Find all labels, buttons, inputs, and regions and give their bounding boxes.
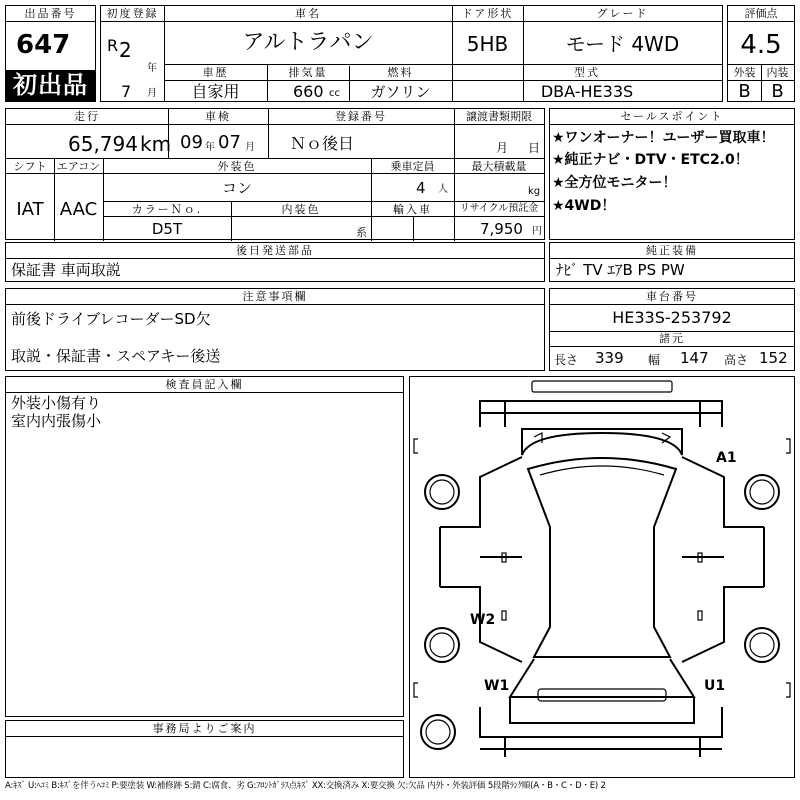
reg-year-unit: 年 — [147, 63, 157, 74]
capacity-label: 乗車定員 — [390, 160, 435, 173]
transfer-month-unit: 月 — [496, 141, 509, 155]
int-score: B — [771, 81, 784, 102]
sales-points-box — [549, 108, 795, 240]
score-label: 評価点 — [728, 6, 794, 22]
main-info-box — [100, 5, 723, 102]
sales-item: ★ワンオーナー！ユーザー買取車！ — [552, 130, 775, 146]
inspection-year-unit: 年 — [205, 142, 215, 153]
ext-score: B — [738, 81, 751, 102]
inspection-year: 09 — [180, 132, 203, 153]
recycle-value: 7,950 — [480, 220, 523, 238]
inspection-month-unit: 月 — [245, 142, 255, 153]
model-value: DBA-HE33S — [540, 82, 634, 101]
ac-value: AAC — [59, 199, 98, 220]
damage-diagram — [409, 376, 795, 778]
mileage-label: 走行 — [74, 110, 100, 123]
model-label: 型式 — [574, 66, 600, 79]
specs-label: 諸元 — [659, 332, 685, 345]
inspector-box — [5, 376, 404, 717]
reg-label: 初度登録 — [101, 6, 164, 22]
fuel-value: ガソリン — [370, 83, 431, 101]
length-label: 長さ — [554, 353, 579, 367]
door-label: ドア形状 — [452, 6, 523, 22]
inspector-line-2: 室内内張傷小 — [11, 412, 102, 430]
mark-u1: U1 — [704, 678, 726, 694]
mark-w2: W2 — [470, 612, 496, 628]
later-parts-value: 保証書 車両取説 — [11, 261, 121, 279]
inspector-line-1: 外装小傷有り — [11, 394, 102, 412]
width-value: 147 — [680, 349, 709, 367]
notes-label: 注意事項欄 — [6, 289, 544, 305]
later-parts-box — [5, 242, 545, 282]
grade: モード 4WD — [565, 32, 680, 56]
car-diagram — [410, 377, 794, 777]
capacity-unit: 人 — [438, 184, 448, 195]
chassis-number: HE33S-253792 — [612, 308, 732, 327]
shift-value: IAT — [16, 199, 44, 220]
front-bumper-top — [532, 381, 672, 392]
disp-label: 排気量 — [288, 66, 328, 79]
plate-label: 登録番号 — [335, 110, 387, 123]
office-box — [5, 720, 404, 778]
reg-month-unit: 月 — [147, 88, 157, 99]
reg-era: R — [107, 36, 119, 55]
lot-box — [5, 5, 96, 102]
rear-bumper — [480, 707, 722, 757]
wipers — [534, 433, 670, 443]
ext-score-label: 外装 — [733, 66, 756, 79]
car-name-label: 車名 — [164, 6, 452, 22]
mirror-brackets — [414, 439, 790, 697]
color-code: D5T — [151, 220, 183, 238]
int-score-label: 内装 — [766, 66, 789, 79]
chassis-box — [549, 288, 795, 371]
history-label: 車歴 — [202, 66, 229, 79]
color-code-label: カラーＮｏ. — [131, 203, 203, 216]
car-name: アルトラパン — [242, 30, 374, 55]
interior-color-label: 内装色 — [281, 203, 321, 216]
history-value: 自家用 — [191, 82, 240, 101]
sales-item: ★4WD！ — [552, 198, 616, 214]
transfer-label: 譲渡書類期限 — [466, 110, 532, 123]
later-parts-label: 後日発送部品 — [6, 243, 544, 259]
lot-number: 647 — [16, 30, 71, 60]
notes-line-1: 前後ドライブレコーダーSD欠 — [11, 310, 211, 328]
recycle-label: リサイクル預託金 — [459, 203, 539, 214]
front-bumper — [480, 401, 722, 427]
chassis-label: 車台番号 — [550, 289, 794, 305]
load-label: 最大積載量 — [471, 160, 527, 173]
mark-a1: A1 — [716, 450, 737, 466]
equipment-label: 純正装備 — [550, 243, 794, 259]
score-value: 4.5 — [740, 30, 782, 60]
windshield — [540, 466, 664, 475]
legend: A:ｷｽﾞ U:ﾍｺﾐ B:ｷｽﾞを伴うﾍｺﾐ P:要塗装 W:補修跡 S:錆 C:腐食、劣 G:ﾌﾛﾝﾄｶﾞﾗｽ点ｷｽﾞ XX:交換済み X:要交換 欠:欠品 内外・外装評価 5段階ﾗﾝｸ順(A・B・C・D・E) 2 — [5, 781, 606, 791]
door-handle — [502, 611, 506, 620]
lot-label: 出品番号 — [6, 6, 95, 22]
capacity-value: 4 — [416, 179, 426, 197]
reg-month: 7 — [121, 82, 132, 101]
office-label: 事務局よりご案内 — [6, 721, 403, 737]
shift-label: シフト — [13, 160, 47, 173]
color-value: コン — [221, 179, 252, 197]
sales-item: ★純正ナビ・DTV・ETC2.0！ — [552, 152, 749, 168]
mileage-value: 65,794 — [68, 132, 138, 156]
equipment-box — [549, 242, 795, 282]
inspection-label: 車検 — [205, 110, 231, 123]
disp-unit: cc — [329, 88, 340, 99]
ac-label: エアコン — [56, 160, 101, 173]
length-value: 339 — [595, 349, 624, 367]
load-unit: kg — [528, 186, 541, 197]
first-listing-badge: 初出品 — [6, 70, 95, 101]
mark-w1: W1 — [484, 678, 510, 694]
fuel-label: 燃料 — [387, 66, 414, 79]
door-type: 5HB — [466, 32, 509, 56]
inspection-month: 07 — [218, 132, 241, 153]
sales-label: セールスポイント — [550, 109, 794, 125]
notes-line-2: 取説・保証書・スペアキー後送 — [11, 347, 221, 365]
sales-item: ★全方位モニター！ — [552, 175, 677, 191]
mileage-unit: km — [140, 132, 172, 156]
inspector-label: 検査員記入欄 — [6, 377, 403, 393]
recycle-unit: 円 — [532, 226, 542, 237]
reg-year: 2 — [119, 38, 132, 62]
height-value: 152 — [759, 349, 788, 367]
width-label: 幅 — [648, 353, 661, 367]
import-label: 輸入車 — [393, 203, 432, 216]
rear-window — [538, 689, 666, 701]
details-box — [5, 108, 545, 240]
equipment-value: ﾅﾋﾞ TV ｴｱB PS PW — [556, 261, 685, 279]
color-label: 外装色 — [217, 160, 257, 173]
height-label: 高さ — [724, 353, 749, 367]
roof — [528, 458, 676, 657]
grade-label: グレード — [523, 6, 722, 22]
score-box — [727, 5, 795, 102]
interior-suffix: 系 — [356, 226, 367, 239]
disp-value: 660 — [293, 82, 324, 101]
door-handle — [698, 611, 702, 620]
transfer-day-unit: 日 — [528, 141, 541, 155]
hood — [522, 429, 682, 455]
plate-value: Ｎｏ後日 — [290, 134, 355, 153]
notes-box — [5, 288, 545, 371]
